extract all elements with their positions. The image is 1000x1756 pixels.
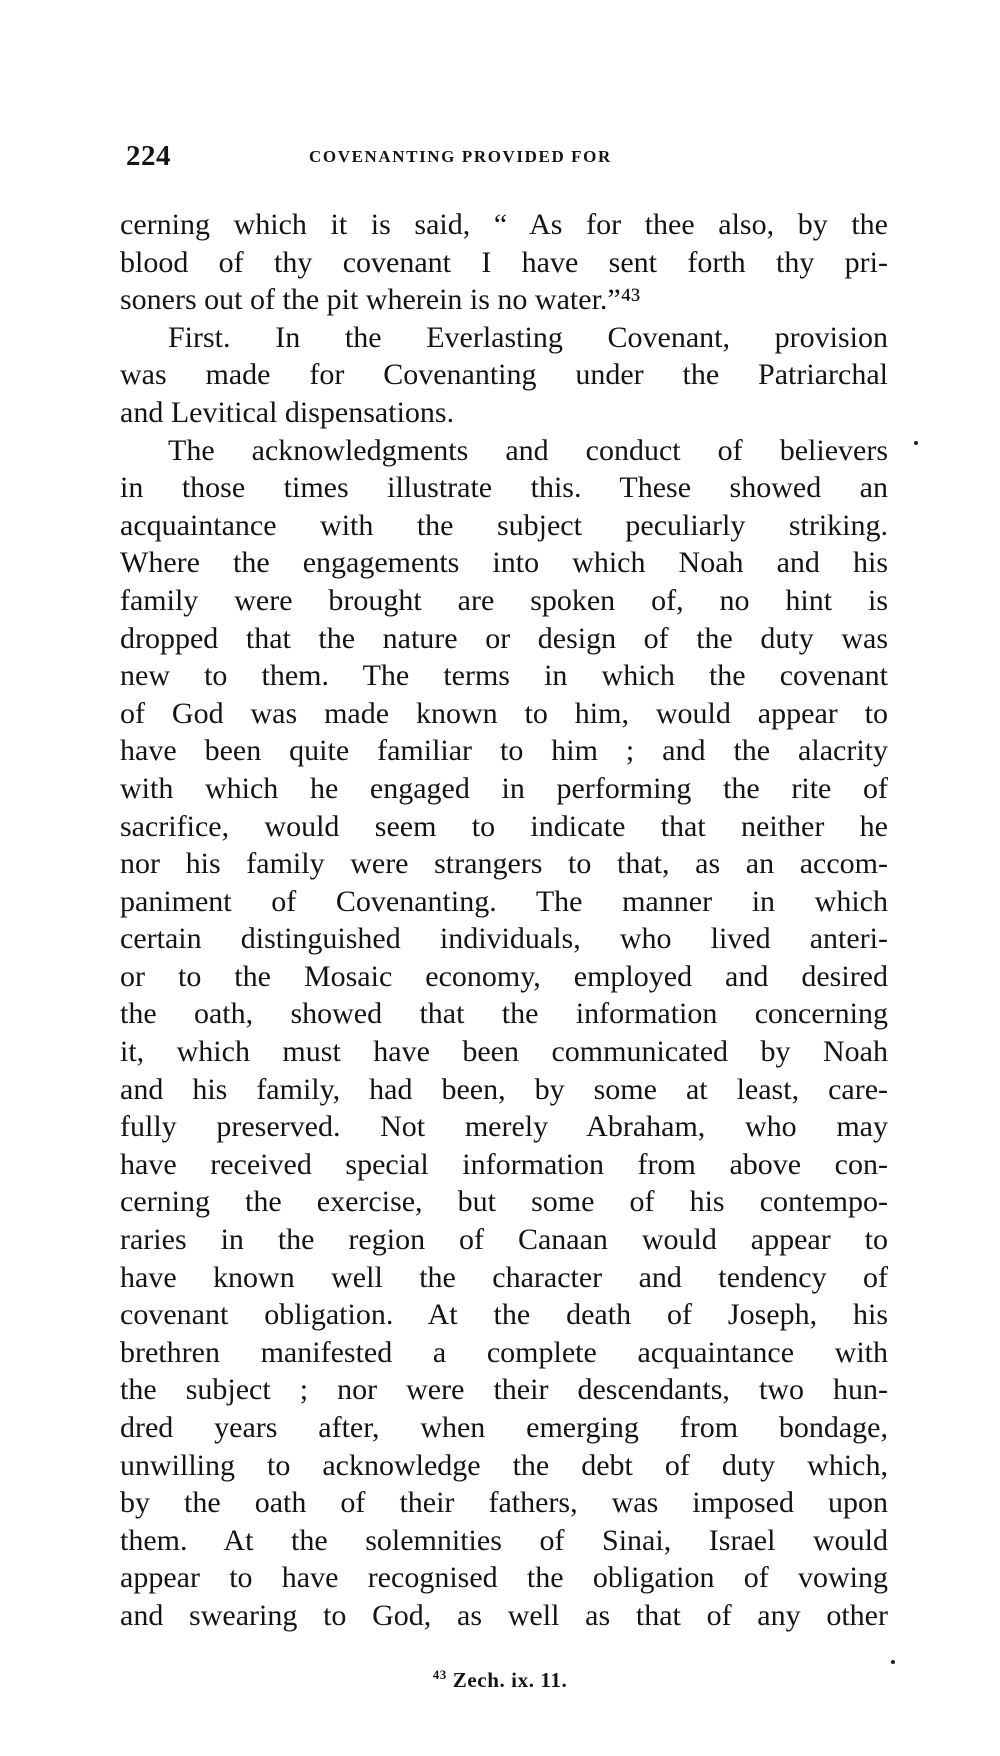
text-line: soners out of the pit wherein is no water.”⁴³ xyxy=(120,283,641,317)
text-line: sacrifice, would seem to indicate that neither he xyxy=(120,809,888,843)
text-line: and swearing to God, as well as that of any other xyxy=(120,1598,888,1632)
footnote-marker: 43 xyxy=(432,1667,447,1682)
text-line: unwilling to acknowledge the debt of duty which, xyxy=(120,1448,888,1482)
text-line: certain distinguished individuals, who lived anteri- xyxy=(120,922,888,956)
page-number: 224 xyxy=(126,140,171,172)
text-line: was made for Covenanting under the Patriarchal xyxy=(120,358,888,392)
text-line: nor his family were strangers to that, as an accom- xyxy=(120,847,888,881)
text-line: acquaintance with the subject peculiarly striking. xyxy=(120,508,888,542)
page-header xyxy=(126,140,886,180)
text-line: of God was made known to him, would appear to xyxy=(120,696,888,730)
text-line: brethren manifested a complete acquaintance with xyxy=(120,1335,888,1369)
text-line: paniment of Covenanting. The manner in which xyxy=(120,884,888,918)
text-line: in those times illustrate this. These showed an xyxy=(120,471,888,505)
print-speck xyxy=(914,441,918,445)
text-line: and Levitical dispensations. xyxy=(120,395,455,429)
print-speck xyxy=(891,1660,895,1664)
text-line: cerning which it is said, “ As for thee also, by the xyxy=(120,208,888,241)
text-line: the oath, showed that the information concerning xyxy=(120,997,888,1031)
text-line: cerning the exercise, but some of his contempo- xyxy=(120,1185,888,1219)
text-line: blood of thy covenant I have sent forth thy pri- xyxy=(120,245,888,279)
text-line: have received special information from above con- xyxy=(120,1147,888,1181)
text-line: have been quite familiar to him ; and the alacrity xyxy=(120,734,888,768)
text-line: raries in the region of Canaan would appear to xyxy=(120,1223,888,1257)
text-line: family were brought are spoken of, no hint is xyxy=(120,583,888,617)
text-line: it, which must have been communicated by Noah xyxy=(120,1035,888,1069)
text-line: and his family, had been, by some at least, care- xyxy=(120,1072,888,1106)
text-line: dred years after, when emerging from bondage, xyxy=(120,1411,888,1444)
text-line: appear to have recognised the obligation of vowing xyxy=(120,1561,888,1595)
text-line: First. In the Everlasting Covenant, provision xyxy=(168,320,888,354)
text-line: them. At the solemnities of Sinai, Israel would xyxy=(120,1523,888,1557)
text-line: dropped that the nature or design of the duty was xyxy=(120,621,888,655)
text-line: Where the engagements into which Noah and his xyxy=(120,546,888,580)
text-line: with which he engaged in performing the rite of xyxy=(120,771,888,805)
text-line: the subject ; nor were their descendants, two hun- xyxy=(120,1373,888,1407)
text-line: The acknowledgments and conduct of believers xyxy=(168,433,888,467)
text-line: covenant obligation. At the death of Joseph, his xyxy=(120,1298,888,1332)
text-line: fully preserved. Not merely Abraham, who may xyxy=(120,1110,888,1144)
text-line: new to them. The terms in which the covenant xyxy=(120,659,888,693)
footnote-text: Zech. ix. 11. xyxy=(452,1668,568,1692)
text-line: or to the Mosaic economy, employed and desired xyxy=(120,959,888,993)
running-head: COVENANTING PROVIDED FOR xyxy=(309,147,612,166)
footnote xyxy=(0,1667,1000,1693)
text-line: have known well the character and tendency of xyxy=(120,1260,888,1294)
text-line: by the oath of their fathers, was imposed upon xyxy=(120,1486,888,1520)
body-text xyxy=(120,206,888,1635)
